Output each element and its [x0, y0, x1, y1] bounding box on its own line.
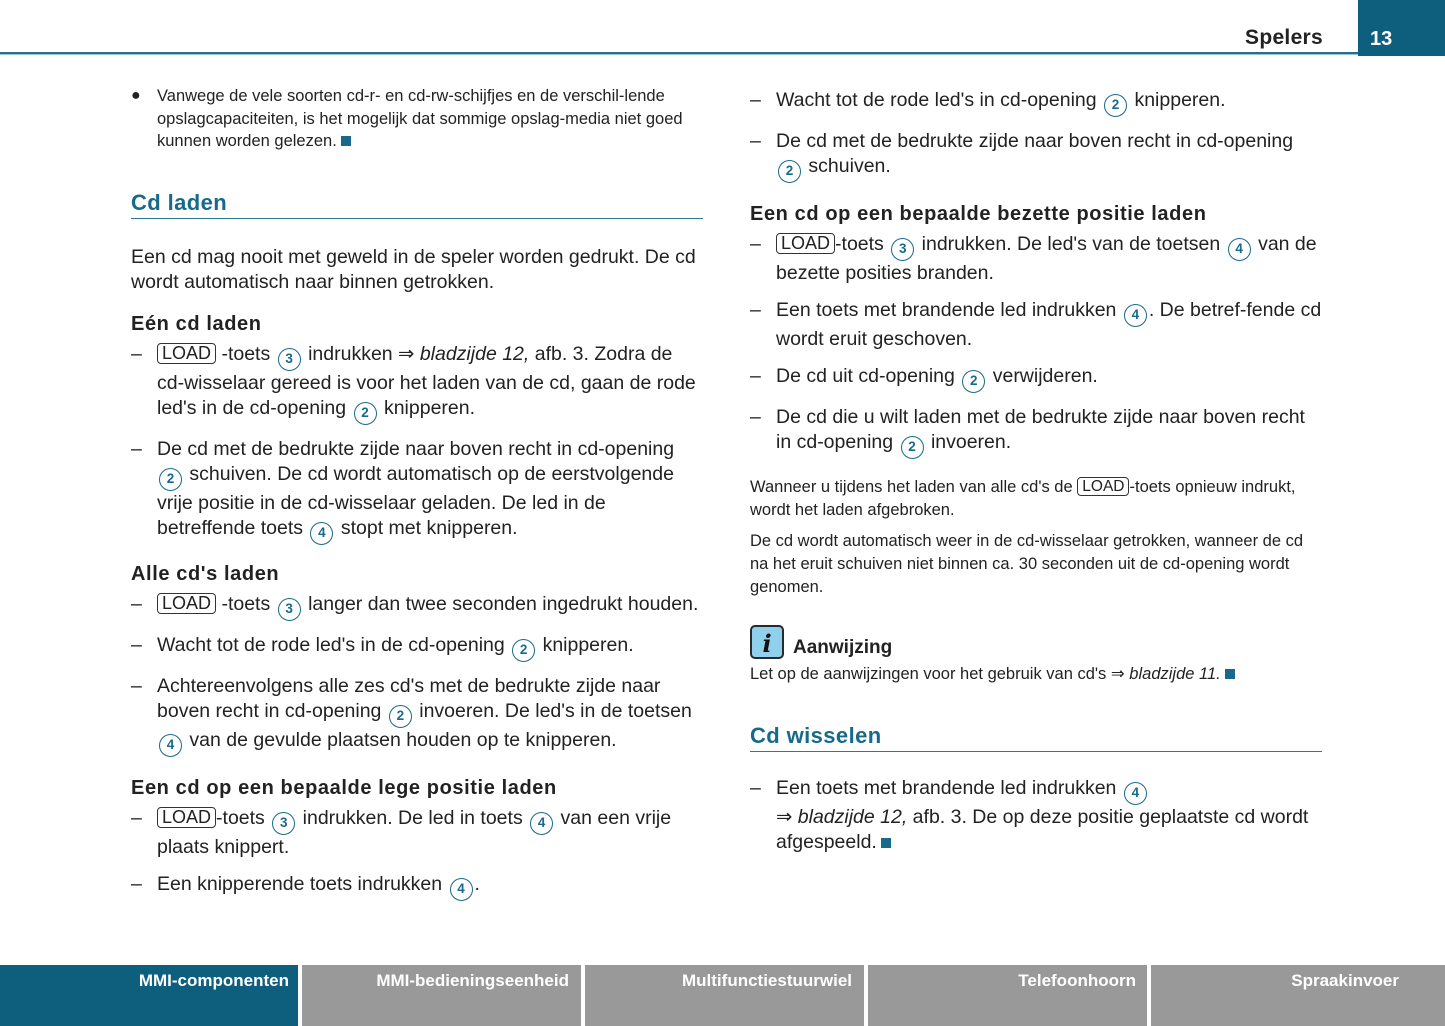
intro-text: Een cd mag nooit met geweld in de speler worden gedrukt. De cd wordt automatisch naar binnen getrokken.: [131, 245, 696, 293]
callout-4-icon: 4: [159, 734, 182, 757]
text: van de gevulde plaatsen houden op te knipperen.: [189, 728, 617, 751]
load-key: LOAD: [157, 807, 216, 828]
info-title: Aanwijzing: [793, 637, 893, 658]
dash-mark: –: [750, 406, 761, 428]
info-icon: i: [750, 625, 784, 659]
end-square-icon: [881, 838, 891, 848]
right-column: [750, 88, 1322, 855]
text: De cd uit cd-opening: [776, 365, 955, 387]
text: Een knipperende toets indrukken: [157, 872, 443, 895]
text: stopt met knipperen.: [340, 516, 518, 539]
list-item: [750, 232, 1322, 286]
text: indrukken. De led in toets: [302, 806, 523, 829]
text: Wanneer u tijdens het laden van alle cd's de: [750, 478, 1073, 496]
list-item: [750, 88, 1322, 117]
text: indrukken ⇒: [308, 342, 420, 365]
list-item: [131, 674, 703, 757]
list-item: [750, 129, 1322, 183]
text: . De betref-fende cd wordt eruit geschoven.: [776, 299, 1322, 350]
callout-2-icon: 2: [512, 639, 535, 662]
dash-mark: –: [750, 130, 761, 152]
callout-2-icon: 2: [962, 370, 985, 393]
list-item: [750, 776, 1322, 855]
callout-2-icon: 2: [901, 436, 924, 459]
text: Achtereenvolgens alle zes cd's met de bedrukte zijde naar boven recht in cd-opening: [157, 674, 661, 722]
page-ref-link[interactable]: bladzijde 11.: [1129, 665, 1221, 683]
dash-mark: –: [131, 592, 142, 615]
text: Let op de aanwijzingen voor het gebruik van cd's ⇒: [750, 665, 1130, 683]
text: verwijderen.: [992, 365, 1098, 387]
page-number-tab: [1358, 0, 1445, 56]
tab-mmi-bedieningseenheid[interactable]: MMI-bedieningseenheid: [302, 965, 581, 1026]
page-title: Spelers: [1245, 26, 1323, 49]
load-key: LOAD: [1077, 477, 1129, 496]
list-item: [131, 806, 703, 860]
callout-2-icon: 2: [389, 705, 412, 728]
load-key: LOAD: [157, 343, 216, 364]
note-text: Vanwege de vele soorten cd-r- en cd-rw-schijfjes en de verschil-lende opslagcapaciteiten, is het mogelijk dat sommige opslag-media niet goed kunnen worden gelezen.: [157, 87, 683, 150]
text: invoeren.: [930, 431, 1012, 453]
text: van de bezette posities branden.: [776, 233, 1317, 284]
tab-spraakinvoer[interactable]: Spraakinvoer: [1151, 965, 1445, 1026]
callout-4-icon: 4: [310, 522, 333, 545]
text: .: [474, 872, 480, 895]
text: Wacht tot de rode led's in de cd-opening: [157, 633, 505, 656]
subtitle-bezette-positie: Een cd op een bepaalde bezette positie laden: [750, 203, 1207, 225]
chapter-tabs: [0, 965, 1445, 1026]
abort-paragraph: [750, 476, 1322, 522]
callout-2-icon: 2: [1104, 94, 1127, 117]
left-column: [131, 85, 703, 901]
callout-4-icon: 4: [450, 878, 473, 901]
page-ref-link[interactable]: bladzijde 12,: [797, 806, 908, 828]
callout-2-icon: 2: [354, 402, 377, 425]
list-item: [131, 633, 703, 662]
arrow-icon: ⇒: [776, 806, 798, 828]
tab-telefoonhoorn[interactable]: Telefoonhoorn: [868, 965, 1147, 1026]
section-title-cd-laden: Cd laden: [131, 190, 703, 219]
callout-3-icon: 3: [278, 348, 301, 371]
text: -toets: [221, 592, 271, 615]
tab-multifunctiestuurwiel[interactable]: Multifunctiestuurwiel: [585, 965, 864, 1026]
callout-4-icon: 4: [1124, 782, 1147, 805]
text: langer dan twee seconden ingedrukt houden.: [308, 592, 699, 615]
end-square-icon: [341, 136, 351, 146]
text: schuiven.: [808, 155, 891, 177]
page-number: 13: [1370, 28, 1393, 50]
dash-mark: –: [750, 365, 761, 387]
dash-mark: –: [131, 806, 142, 829]
dash-mark: –: [750, 299, 761, 321]
header-rule: [0, 52, 1358, 55]
list-item: [131, 342, 703, 425]
bullet-dot-icon: ●: [131, 87, 141, 104]
text: afb. 3. Zodra de cd-wisselaar gereed is voor het laden van de cd, gaan de rode led's in de cd-opening: [157, 342, 696, 419]
list-item: [750, 405, 1322, 459]
text: indrukken. De led's van de toetsen: [921, 233, 1221, 255]
end-square-icon: [1225, 669, 1235, 679]
callout-2-icon: 2: [159, 468, 182, 491]
note-bullet: [131, 85, 703, 153]
dash-mark: –: [131, 674, 142, 697]
callout-3-icon: 3: [278, 598, 301, 621]
dash-mark: –: [131, 437, 142, 460]
text: schuiven. De cd wordt automatisch op de eerstvolgende vrije positie in de cd-wisselaar geladen. De led in de betreffende toets: [157, 462, 674, 539]
info-note-header: [750, 625, 1322, 659]
dash-mark: –: [750, 233, 761, 255]
callout-2-icon: 2: [778, 160, 801, 183]
text: Een toets met brandende led indrukken: [776, 299, 1117, 321]
text: invoeren. De led's in de toetsen: [419, 699, 692, 722]
load-key: LOAD: [157, 593, 216, 614]
text: -toets: [216, 806, 265, 829]
text: knipperen.: [542, 633, 634, 656]
dash-mark: –: [750, 777, 761, 799]
load-key: LOAD: [776, 233, 835, 254]
subtitle-alle-cds-laden: Alle cd's laden: [131, 562, 280, 585]
callout-4-icon: 4: [530, 812, 553, 835]
list-item: [750, 364, 1322, 393]
text: -toets: [835, 233, 884, 255]
list-item: [131, 872, 703, 901]
list-item: [131, 437, 703, 545]
page-ref-link[interactable]: bladzijde 12,: [419, 342, 530, 365]
dash-mark: –: [131, 342, 142, 365]
callout-4-icon: 4: [1124, 304, 1147, 327]
text: knipperen.: [1134, 89, 1226, 111]
text: -toets: [221, 342, 271, 365]
text: Een toets met brandende led indrukken: [776, 777, 1117, 799]
text: van een vrije plaats knippert.: [157, 806, 672, 858]
section-title-cd-wisselen: Cd wisselen: [750, 723, 1322, 752]
text: -toets opnieuw indrukt, wordt het laden afgebroken.: [750, 478, 1296, 519]
dash-mark: –: [131, 872, 142, 895]
text: De cd met de bedrukte zijde naar boven recht in cd-opening: [776, 130, 1294, 152]
subtitle-lege-positie: Een cd op een bepaalde lege positie laden: [131, 776, 557, 799]
list-item: [131, 592, 703, 621]
text: De cd die u wilt laden met de bedrukte zijde naar boven recht in cd-opening: [776, 406, 1305, 453]
dash-mark: –: [750, 89, 761, 111]
subtitle-een-cd-laden: Eén cd laden: [131, 312, 262, 335]
text: knipperen.: [383, 396, 476, 419]
text: Wacht tot de rode led's in cd-opening: [776, 89, 1097, 111]
text: De cd met de bedrukte zijde naar boven recht in cd-opening: [157, 437, 675, 460]
info-text: [750, 663, 1322, 686]
callout-3-icon: 3: [272, 812, 295, 835]
list-item: [750, 298, 1322, 352]
callout-3-icon: 3: [891, 238, 914, 261]
dash-mark: –: [131, 633, 142, 656]
tab-mmi-componenten[interactable]: MMI-componenten: [0, 965, 298, 1026]
text: afb. 3. De op deze positie geplaatste cd wordt afgespeeld.: [776, 806, 1309, 853]
auto-retract-paragraph: De cd wordt automatisch weer in de cd-wisselaar getrokken, wanneer de cd na het eruit schuiven niet binnen ca. 30 seconden uit de cd-opening wordt genomen.: [750, 532, 1304, 596]
callout-4-icon: 4: [1228, 238, 1251, 261]
